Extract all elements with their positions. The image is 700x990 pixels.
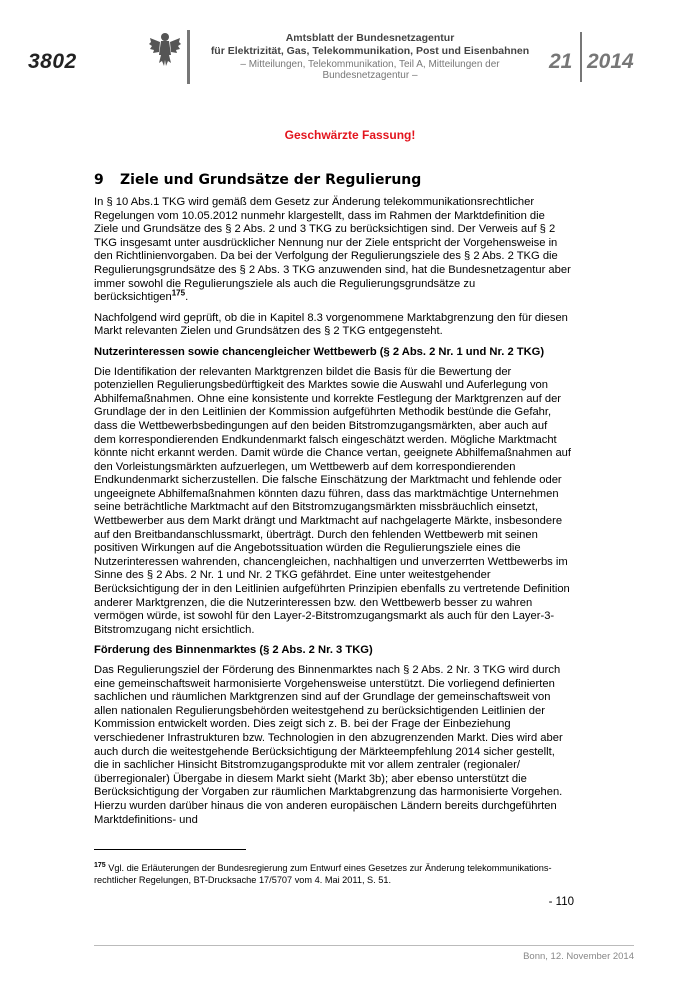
footnote-rule xyxy=(94,849,246,850)
masthead-title: Amtsblatt der Bundesnetzagentur xyxy=(285,32,455,44)
subheading: Förderung des Binnenmarktes (§ 2 Abs. 2 Nr. 3 TKG) xyxy=(94,644,373,657)
issue-divider xyxy=(580,32,582,82)
issue-number: 21 xyxy=(549,50,573,73)
section-title: Ziele und Grundsätze der Regulierung xyxy=(120,172,422,188)
paragraph: Die Identifikation der relevanten Marktgrenzen bildet die Basis für die Bewertung der potenziellen Regulierungsbedürftigkeit des Marktes sowie die Auswahl und Auferlegung von Abhilfemaßnahmen. Ohne eine konsistente und korrekte Festlegung der Marktgrenzen auf der Grundlage der in den Leitlinien der Kommission aufgeführten Methodik bestünde die Gefahr, dass die Wettbewerbsbedingungen auf den beiden Bitstromzugangsmärkten, aber auch auf dem korrespondierenden Endkundenmarkt falsch eingeschätzt werden. Mögliche Marktmacht könnte nicht erkannt werden. Damit würde die Chance vertan, geeignete Abhilfemaßnahmen auf den Vorleistungsmärkten aufzuerlegen, um Wettbewerb auf dem korrespondierenden Endkundenmarkt sicherzustellen. Die falsche Einschätzung der Marktmacht und fehlende oder ungeeignete Abhilfemaßnahmen könnten dazu führen, dass das marktmächtige Unternehmen seine beträchtliche Marktmacht auf den Bitstromzugangsmärkten missbräuchlich einsetzt, Wettbewerber aus dem Markt drängt und Marktmacht auf nachgelagerte Märkte, insbesondere auf den Breitbandanschlussmarkt, überträgt. Durch den fehlenden Wettbewerb mit seinen positiven Wirkungen auf die Angebotssituation würden die Regulierungsziele eines die Nutzerinteressen wahrenden, chancengleichen, nachhaltigen und unverzerrten Wettbewerbs im Sinne des § 2 Abs. 2 Nr. 1 und Nr. 2 TKG gefährdet. Eine unter weitestgehender Berücksichtigung der in den Leitlinien aufgeführten Prinzipien ebenfalls zu vertretende Definition anderer Marktgrenzen, die die Nutzerinteressen bzw. den Wettbewerb besser zu wahren vermögen würde, ist sowohl für den Layer-2-Bitstromzugangsmarkt als auch für den Layer-3-Bitstromzugang nicht ersichtlich. xyxy=(94,365,571,636)
federal-eagle-icon xyxy=(148,30,182,70)
footnote-number: 175 xyxy=(94,861,106,869)
section-number: 9 xyxy=(94,172,104,188)
document-body xyxy=(94,196,572,834)
masthead-subtitle: für Elektrizität, Gas, Telekommunikation, Post und Eisenbahnen xyxy=(210,45,530,57)
footnote-ref[interactable]: 175 xyxy=(171,288,186,298)
issue-year: 2014 xyxy=(587,50,634,73)
subheading: Nutzerinteressen sowie chancengleicher Wettbewerb (§ 2 Abs. 2 Nr. 1 und Nr. 2 TKG) xyxy=(94,345,545,358)
header-divider xyxy=(187,30,190,84)
page-number: 3802 xyxy=(28,50,77,73)
page-reference: - 110 xyxy=(548,896,574,908)
masthead-section: – Mitteilungen, Telekommunikation, Teil A, Mitteilungen der Bundesnetzagentur – xyxy=(240,59,500,81)
paragraph: Nachfolgend wird geprüft, ob die in Kapitel 8.3 vorgenommene Marktabgrenzung den für diesen Markt relevanten Zielen und Grundsätzen des § 2 TKG entgegensteht. xyxy=(94,311,568,338)
footer-rule xyxy=(94,945,634,946)
paragraph: In § 10 Abs.1 TKG wird gemäß dem Gesetz zur Änderung telekommunikationsrechtlicher Regelungen vom 10.05.2012 nunmehr klargestellt, dass im Rahmen der Marktdefinition die Ziele und Grundsätze des § 2 Abs. 2 und 3 TKG zu berücksichtigen sind. Der Verweis auf § 2 TKG insgesamt unter ausdrücklicher Nennung nur der Ziele entspricht der Vorgehensweise in den Richtlinienvorgaben. Da bei der Verfolgung der Regulierungsziele des § 2 Abs. 2 TKG die Regulierungsgrundsätze des § 2 Abs. 3 TKG anzuwenden sind, hat die Bundesnetzagentur aber immer sowohl die Regulierungsziele als auch die Regulierungsgrundsätze zu berücksichtigen$^{175}$. xyxy=(94,196,571,304)
footer-date: Bonn, 12. November 2014 xyxy=(523,951,634,962)
footnote-text: Vgl. die Erläuterungen der Bundesregierung zum Entwurf eines Gesetzes zur Änderung telekommunikations-rechtlicher Regelungen, BT-Drucksache 17/5707 vom 4. Mai 2011, S. 51. xyxy=(94,863,552,885)
redacted-notice: Geschwärzte Fassung! xyxy=(284,128,416,142)
paragraph: Das Regulierungsziel der Förderung des Binnenmarktes nach § 2 Abs. 2 Nr. 3 TKG wird durch eine gemeinschaftsweit harmonisierte Vorgehensweise unterstützt. Die vorliegend definierten sachlichen und räumlichen Marktgrenzen sind auf der Grundlage der gemeinschaftsweit von allen nationalen Regulierungsbehörden weitestgehend zu berücksichtigenden Leitlinien der Kommission entwickelt worden. Dies zeigt sich z. B. bei der Frage der Einbeziehung verschiedener Infrastrukturen bzw. Technologien in den abzugrenzenden Markt. Dies wird aber auch durch die weitestgehende Berücksichtigung der Märkteempfehlung 2014 sicher gestellt, die in sachlicher Hinsicht Bitstromzugangsprodukte mit vor allem zentraler (regionaler/überregionaler) Übergabe in diesem Markt sieht (Markt 3b); aber ebenso unterstützt die Berücksichtigung der Vorgaben zur räumlichen Marktabgrenzung das harmonisierte Vorgehen. Hierzu wurden darüber hinaus die von anderen europäischen Ländern bereits durchgeführten Marktdefinitions- und xyxy=(94,664,563,826)
section-heading xyxy=(94,172,421,188)
footnote xyxy=(94,863,574,886)
